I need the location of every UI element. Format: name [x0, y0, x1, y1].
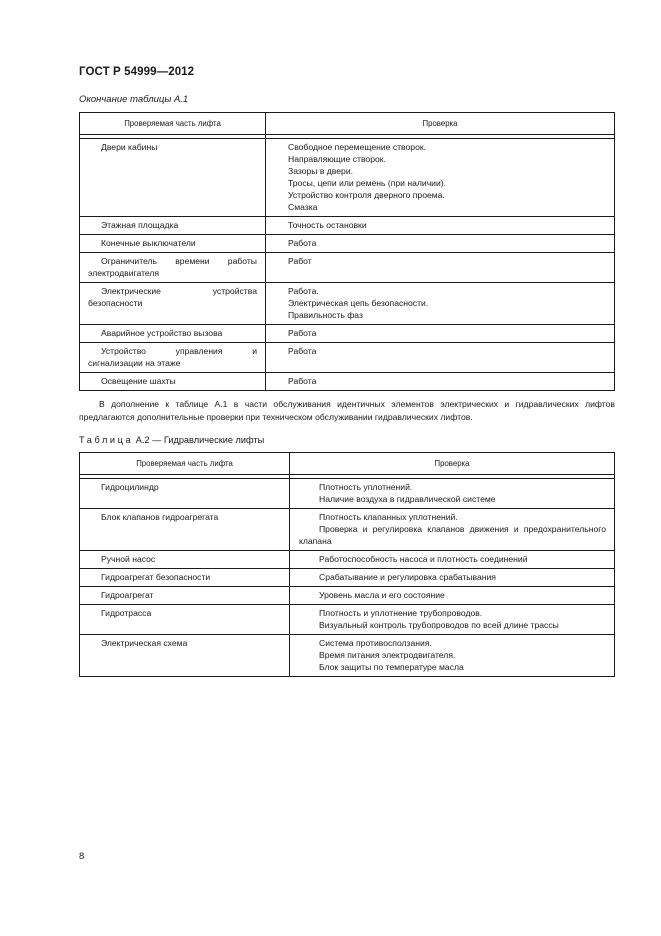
check-line: Уровень масла и его состояние: [319, 590, 445, 600]
row-part: Гидроагрегат: [80, 587, 290, 605]
row-checks: [290, 551, 615, 569]
table-a2-caption-label: Таблица: [79, 435, 134, 445]
row-checks: [266, 343, 615, 373]
row-part: Гидротрасса: [80, 605, 290, 635]
check-line: Плотность клапанных уплотнений.: [319, 512, 458, 522]
body-paragraph: В дополнение к таблице А.1 в части обслуживания идентичных элементов электрических и гидравлических лифтов предлагаются дополнительные проверки при техническом обслуживании гидравлических лифтов.: [79, 399, 615, 422]
row-part: Аварийное устройство вызова: [80, 325, 266, 343]
check-line: Проверка и регулировка клапанов движения и предохранительного клапана: [299, 524, 606, 546]
column-header-part: Проверяемая часть лифта: [80, 453, 290, 475]
check-line: Система противосползания.: [319, 638, 432, 648]
check-line: Блок защиты по температуре масла: [319, 662, 464, 672]
table-row: [80, 551, 615, 569]
table-row: [80, 343, 615, 373]
check-line: Устройство контроля дверного проема.: [288, 190, 445, 200]
table-row: [80, 569, 615, 587]
document-header: ГОСТ Р 54999—2012: [79, 66, 195, 78]
check-line: Работа: [288, 376, 317, 386]
row-part: Этажная площадка: [80, 217, 266, 235]
check-line: Смазка: [288, 202, 318, 212]
row-checks: [290, 635, 615, 677]
table-row: [80, 605, 615, 635]
table-row: [80, 283, 615, 325]
table-header-row: [80, 113, 615, 135]
row-part: Гидроцилиндр: [80, 479, 290, 509]
check-line: Срабатывание и регулировка срабатывания: [319, 572, 496, 582]
row-checks: [266, 235, 615, 253]
table-row: [80, 635, 615, 677]
row-part: Ручной насос: [80, 551, 290, 569]
table-row: [80, 373, 615, 391]
row-part: Гидроагрегат безопасности: [80, 569, 290, 587]
page-number: 8: [79, 851, 85, 862]
row-checks: [266, 373, 615, 391]
table-row: [80, 217, 615, 235]
check-line: Работ: [288, 256, 312, 266]
row-part: Электрическая схема: [80, 635, 290, 677]
check-line: Визуальный контроль трубопроводов по всей длине трассы: [319, 620, 559, 630]
check-line: Время питания электродвигателя.: [319, 650, 456, 660]
row-checks: [266, 253, 615, 283]
check-line: Работоспособность насоса и плотность соединений: [319, 554, 528, 564]
row-part: Двери кабины: [80, 139, 266, 217]
row-checks: [290, 605, 615, 635]
check-line: Работа: [288, 346, 317, 356]
row-checks: [266, 325, 615, 343]
check-line: Правильность фаз: [288, 310, 363, 320]
table-a1: [79, 112, 615, 391]
table-row: [80, 139, 615, 217]
table-row: [80, 235, 615, 253]
check-line: Свободное перемещение створок.: [288, 142, 427, 152]
row-checks: [290, 479, 615, 509]
table-a2-caption-text: А.2 — Гидравлические лифты: [133, 435, 265, 445]
column-header-check: Проверка: [290, 453, 615, 475]
row-part: Освещение шахты: [80, 373, 266, 391]
column-header-part: Проверяемая часть лифта: [80, 113, 266, 135]
check-line: Электрическая цепь безопасности.: [288, 298, 429, 308]
row-checks: [266, 217, 615, 235]
row-part: Конечные выключатели: [80, 235, 266, 253]
table-row: [80, 325, 615, 343]
row-part: Блок клапанов гидроагрегата: [80, 509, 290, 551]
column-header-check: Проверка: [266, 113, 615, 135]
row-checks: [266, 139, 615, 217]
row-checks: [290, 569, 615, 587]
table-a2: [79, 452, 615, 677]
table-row: [80, 509, 615, 551]
check-line: Наличие воздуха в гидравлической системе: [319, 494, 496, 504]
check-line: Плотность уплотнений.: [319, 482, 413, 492]
row-checks: [290, 509, 615, 551]
check-line: Плотность и уплотнение трубопроводов.: [319, 608, 483, 618]
table-row: [80, 479, 615, 509]
row-part: Устройство управления и сигнализации на этаже: [80, 343, 266, 373]
table-header-row: [80, 453, 615, 475]
row-part: Электрические устройства безопасности: [80, 283, 266, 325]
check-line: Зазоры в двери.: [288, 166, 354, 176]
table-row: [80, 587, 615, 605]
table-row: [80, 253, 615, 283]
check-line: Точность остановки: [288, 220, 367, 230]
table-a1-caption: Окончание таблицы А.1: [79, 94, 189, 105]
row-checks: [266, 283, 615, 325]
table-a2-caption: [79, 435, 264, 445]
check-line: Тросы, цепи или ремень (при наличии).: [288, 178, 447, 188]
check-line: Работа: [288, 328, 317, 338]
check-line: Работа.: [288, 286, 319, 296]
check-line: Направляющие створок.: [288, 154, 386, 164]
row-checks: [290, 587, 615, 605]
check-line: Работа: [288, 238, 317, 248]
row-part: Ограничитель времени работы электродвигателя: [80, 253, 266, 283]
